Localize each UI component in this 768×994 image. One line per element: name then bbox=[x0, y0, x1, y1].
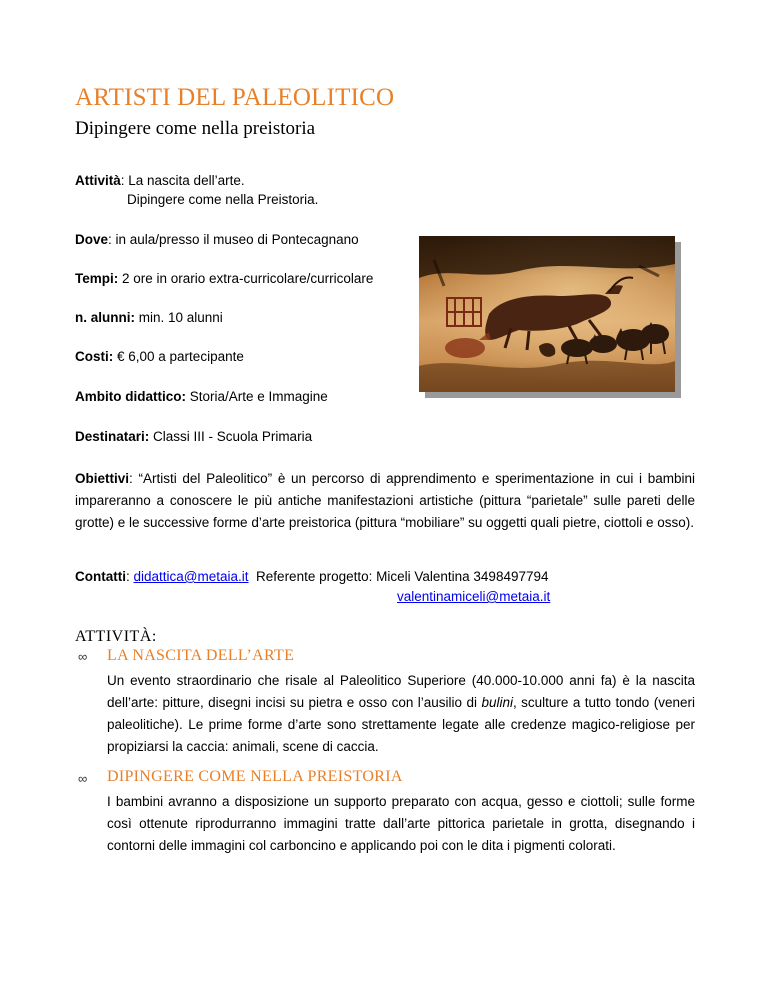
email-link-referente[interactable]: valentinamiceli@metaia.it bbox=[397, 589, 551, 604]
dove-value: : in aula/presso il museo di Pontecagnano bbox=[108, 232, 359, 247]
activity-text-2: I bambini avranno a disposizione un supporto preparato con acqua, gesso e ciottoli; sulle forme così ottenute riprodurranno immagini tratte dall’arte pittorica parietale in grotta, disegnando i contorni delle immagini col carboncino e applicando poi con le dita i pigmenti colorati. bbox=[107, 794, 695, 853]
bullet-icon: ∞ bbox=[78, 649, 88, 664]
page-title: ARTISTI DEL PALEOLITICO bbox=[75, 84, 395, 111]
destinatari-value: Classi III - Scuola Primaria bbox=[149, 429, 313, 444]
tempi-line bbox=[75, 270, 373, 288]
ambito-line bbox=[75, 388, 328, 406]
activity-text-1b: , sculture a tutto tondo (veneri paleolitiche). Le prime forme d’arte sono strettamente legate alle credenze magico-religiose per propiziarsi la caccia: animali, scene di caccia. bbox=[107, 695, 695, 754]
contatti-line bbox=[75, 568, 549, 586]
ambito-label: Ambito didattico: bbox=[75, 389, 186, 404]
activity-text-1 bbox=[107, 670, 695, 758]
costi-value: € 6,00 a partecipante bbox=[113, 349, 244, 364]
email-line-2 bbox=[397, 588, 550, 606]
attivita-label: Attività bbox=[75, 173, 121, 188]
obiettivi-paragraph bbox=[75, 468, 695, 534]
obiettivi-label: Obiettivi bbox=[75, 471, 130, 486]
dove-line bbox=[75, 231, 359, 249]
attivita-value-2: Dipingere come nella Preistoria. bbox=[127, 192, 319, 207]
contatti-colon: : bbox=[126, 569, 134, 584]
referente-text: Referente progetto: Miceli Valentina 3498497794 bbox=[256, 569, 549, 584]
cave-painting-image bbox=[419, 236, 675, 392]
cave-painting-illustration bbox=[419, 236, 675, 392]
alunni-label: n. alunni: bbox=[75, 310, 135, 325]
obiettivi-text: : “Artisti del Paleolitico” è un percorso di apprendimento e sperimentazione in cui i bambini impareranno a conoscere le più antiche manifestazioni artistiche (pittura “parietale” sulle pareti delle grotte) e le successive forme d’arte preistorica (pittura “mobiliare” su oggetti quali pietre, ciottoli e osso). bbox=[75, 471, 695, 530]
email-link-didattica[interactable]: didattica@metaia.it bbox=[133, 569, 249, 584]
dove-label: Dove bbox=[75, 232, 109, 247]
attivita-section-heading: ATTIVITÀ: bbox=[75, 628, 157, 645]
attivita-value: : La nascita dell’arte. bbox=[120, 173, 245, 188]
page-subtitle: Dipingere come nella preistoria bbox=[75, 118, 316, 139]
costi-line bbox=[75, 348, 244, 366]
destinatari-line bbox=[75, 428, 312, 446]
ambito-value: Storia/Arte e Immagine bbox=[186, 389, 328, 404]
destinatari-label: Destinatari: bbox=[75, 429, 150, 444]
attivita-line bbox=[75, 172, 245, 190]
tempi-label: Tempi: bbox=[75, 271, 119, 286]
activity-text-1-em: bulini bbox=[481, 695, 513, 710]
activity-title-1: LA NASCITA DELL’ARTE bbox=[107, 647, 295, 664]
bullet-icon: ∞ bbox=[78, 771, 88, 786]
alunni-line bbox=[75, 309, 223, 327]
costi-label: Costi: bbox=[75, 349, 114, 364]
activity-title-2: DIPINGERE COME NELLA PREISTORIA bbox=[107, 768, 403, 785]
contatti-label: Contatti bbox=[75, 569, 126, 584]
alunni-value: min. 10 alunni bbox=[135, 310, 223, 325]
tempi-value: 2 ore in orario extra-curricolare/curricolare bbox=[118, 271, 374, 286]
activity-text-1a: Un evento straordinario che risale al Paleolitico Superiore (40.000-10.000 anni fa) è la nascita dell’arte: pitture, disegni incisi su pietra e osso con l’ausilio di bbox=[107, 673, 695, 710]
